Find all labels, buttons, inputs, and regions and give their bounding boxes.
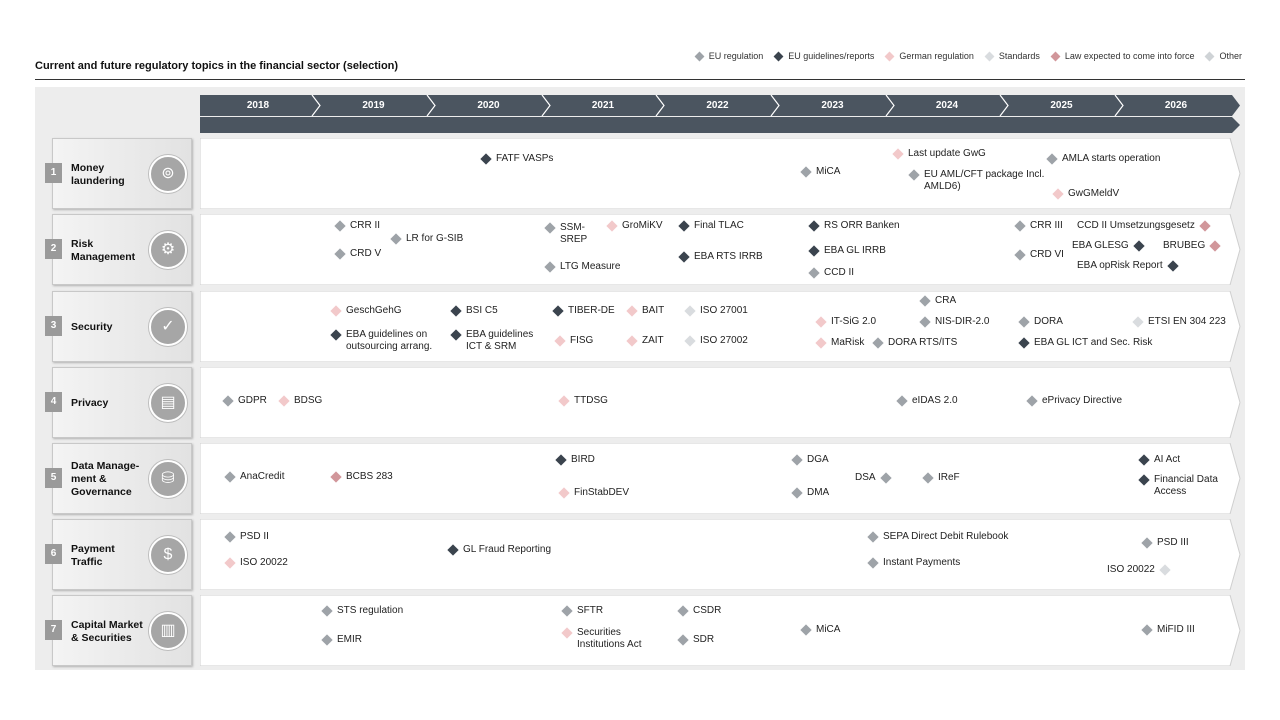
category-label: Privacy — [71, 397, 109, 409]
topic-item — [802, 166, 840, 178]
topic-item — [802, 624, 840, 636]
legend-label: German regulation — [899, 51, 974, 61]
eu-regulation-diamond-icon — [896, 395, 907, 406]
eu-regulation-diamond-icon — [1014, 220, 1025, 231]
topic-item — [452, 329, 548, 353]
topic-label: ISO 20022 — [1107, 564, 1155, 575]
year-2024: 2024 — [935, 100, 959, 111]
german-regulation-diamond-icon — [626, 335, 637, 346]
topic-item — [226, 531, 269, 543]
legend-label: EU guidelines/reports — [788, 51, 875, 61]
topic-label: ETSI EN 304 223 — [1148, 316, 1226, 327]
topic-item — [793, 487, 829, 499]
legend-item-law-expected — [1052, 51, 1195, 61]
topic-label: FinStabDEV — [574, 487, 630, 498]
legend-label: Other — [1219, 51, 1242, 61]
topic-item — [323, 605, 403, 617]
category-number: 1 — [45, 163, 62, 183]
eu-guideline-diamond-icon — [1167, 260, 1178, 271]
topic-item — [1016, 220, 1063, 232]
category-card — [52, 595, 192, 666]
eu-guideline-diamond-icon — [1133, 240, 1144, 251]
topic-label: Financial Data Access — [1154, 474, 1218, 497]
topic-label: ISO 27002 — [700, 335, 748, 346]
category-card — [52, 367, 192, 438]
topic-item — [680, 251, 763, 263]
row-capital-market — [52, 595, 1242, 666]
topic-item — [1107, 564, 1169, 576]
topic-label: CSDR — [693, 605, 722, 616]
standards-diamond-icon — [684, 305, 695, 316]
category-card — [52, 443, 192, 514]
topic-item — [874, 337, 957, 349]
eu-guideline-diamond-icon — [330, 329, 341, 340]
eu-regulation-diamond-icon — [561, 605, 572, 616]
category-number: 6 — [45, 544, 62, 564]
topic-label: GDPR — [238, 395, 267, 406]
eu-regulation-diamond-icon — [791, 487, 802, 498]
eu-guideline-diamond-icon — [1018, 337, 1029, 348]
eu-guideline-diamond-icon — [450, 329, 461, 340]
category-label: Money laundering — [71, 161, 125, 187]
topic-item — [224, 395, 267, 407]
legend-label: Law expected to come into force — [1064, 51, 1195, 61]
topic-label: CRA — [935, 295, 957, 306]
gear-alert-icon: ⚙ — [149, 231, 187, 269]
eu-guideline-diamond-icon — [552, 305, 563, 316]
topic-label: DGA — [807, 454, 829, 465]
category-label: Payment Traffic — [71, 542, 115, 568]
eu-regulation-diamond-icon — [922, 472, 933, 483]
topic-label: EU AML/CFT package Incl. AMLD6) — [924, 169, 1045, 192]
eu-regulation-diamond-icon — [908, 169, 919, 180]
legend-label: Standards — [998, 51, 1040, 61]
eu-regulation-diamond-icon — [321, 605, 332, 616]
topic-label: Final TLAC — [694, 220, 744, 231]
german-regulation-diamond-icon — [561, 627, 572, 638]
topic-item — [793, 454, 829, 466]
legend-label: EU regulation — [708, 51, 764, 61]
topic-item — [924, 472, 960, 484]
category-label: Risk Management — [71, 237, 136, 263]
topic-item — [1072, 240, 1143, 252]
topic-item — [869, 531, 1008, 543]
document-lock-icon: ▤ — [149, 384, 187, 422]
german-regulation-diamond-icon — [815, 316, 826, 327]
topic-item — [817, 316, 876, 328]
topic-label: EBA GLESG — [1072, 240, 1129, 251]
legend-diamond-icon — [774, 51, 784, 61]
topic-label: BIRD — [571, 454, 595, 465]
category-label: Capital Market & Securities — [71, 618, 143, 644]
german-regulation-diamond-icon — [278, 395, 289, 406]
row-privacy — [52, 367, 1242, 438]
eu-regulation-diamond-icon — [222, 395, 233, 406]
topic-item — [608, 220, 663, 232]
topic-label: CCD II — [824, 267, 854, 278]
topic-item — [332, 471, 393, 483]
german-regulation-diamond-icon — [224, 557, 235, 568]
topic-item — [546, 222, 596, 246]
eu-guideline-diamond-icon — [447, 544, 458, 555]
washing-machine-icon: ⊚ — [149, 155, 187, 193]
topic-item — [1077, 220, 1209, 232]
topic-label: CRR II — [350, 220, 380, 231]
topic-item — [1054, 188, 1119, 200]
topic-item — [680, 220, 744, 232]
topic-item — [449, 544, 551, 556]
row-security — [52, 291, 1242, 362]
topic-item — [1163, 240, 1219, 252]
topic-label: AnaCredit — [240, 471, 285, 482]
topic-item — [1134, 316, 1226, 328]
topic-label: SDR — [693, 634, 715, 645]
eu-regulation-diamond-icon — [1046, 153, 1057, 164]
eu-regulation-diamond-icon — [1014, 249, 1025, 260]
topic-label: BSI C5 — [466, 305, 498, 316]
year-2022: 2022 — [706, 100, 729, 111]
year-2021: 2021 — [591, 100, 615, 111]
topic-label: PSD II — [240, 531, 269, 542]
topic-item — [921, 295, 956, 307]
legend-diamond-icon — [885, 51, 895, 61]
topic-label: CRR III — [1030, 220, 1063, 231]
category-label: Data Manage-ment & Governance — [71, 460, 140, 498]
topic-item — [1140, 474, 1222, 498]
chart-growth-icon: ▥ — [149, 612, 187, 650]
law-expected-diamond-icon — [1199, 220, 1210, 231]
eu-regulation-diamond-icon — [224, 531, 235, 542]
topic-label: SSM-SREP — [560, 222, 588, 245]
eu-regulation-diamond-icon — [334, 248, 345, 259]
category-number: 4 — [45, 392, 62, 412]
legend-item-standards — [986, 51, 1040, 61]
topic-label: ZAIT — [642, 335, 664, 346]
topic-label: CCD II Umsetzungsgesetz — [1077, 220, 1195, 231]
topic-item — [810, 245, 886, 257]
eu-regulation-diamond-icon — [867, 557, 878, 568]
topic-label: FATF VASPs — [496, 153, 554, 164]
eu-regulation-diamond-icon — [1018, 316, 1029, 327]
standards-diamond-icon — [1159, 564, 1170, 575]
category-number: 5 — [45, 468, 62, 488]
topic-item — [1048, 153, 1160, 165]
eu-regulation-diamond-icon — [791, 454, 802, 465]
topic-label: RS ORR Banken — [824, 220, 900, 231]
topic-label: AMLA starts operation — [1062, 153, 1161, 164]
eu-regulation-diamond-icon — [880, 472, 891, 483]
topic-label: TTDSG — [574, 395, 608, 406]
topic-item — [563, 605, 603, 617]
category-card — [52, 519, 192, 590]
topic-label: EMIR — [337, 634, 362, 645]
german-regulation-diamond-icon — [626, 305, 637, 316]
topic-item — [560, 487, 629, 499]
topic-item — [628, 335, 664, 347]
topic-label: ePrivacy Directive — [1042, 395, 1123, 406]
topic-label: GwGMeldV — [1068, 188, 1120, 199]
category-number: 2 — [45, 239, 62, 259]
year-2019: 2019 — [362, 100, 385, 111]
eu-regulation-diamond-icon — [224, 471, 235, 482]
shield-check-icon: ✓ — [149, 308, 187, 346]
topic-item — [323, 634, 362, 646]
topic-item — [1143, 537, 1189, 549]
topic-label: ISO 20022 — [240, 557, 288, 568]
category-number: 3 — [45, 316, 62, 336]
year-2025: 2025 — [1050, 100, 1073, 111]
legend-diamond-icon — [1050, 51, 1060, 61]
topic-item — [679, 634, 714, 646]
eu-regulation-diamond-icon — [544, 261, 555, 272]
topic-label: Securities Institutions Act — [577, 627, 642, 650]
topic-label: Instant Payments — [883, 557, 961, 568]
topic-label: STS regulation — [337, 605, 404, 616]
eu-regulation-diamond-icon — [321, 634, 332, 645]
topic-item — [546, 261, 620, 273]
topic-item — [336, 248, 381, 260]
topic-label: IReF — [938, 472, 960, 483]
topic-item — [557, 454, 595, 466]
german-regulation-diamond-icon — [558, 395, 569, 406]
topic-label: PSD III — [1157, 537, 1189, 548]
topic-item — [226, 557, 288, 569]
topic-label: GL Fraud Reporting — [463, 544, 552, 555]
topic-label: DORA RTS/ITS — [888, 337, 958, 348]
eu-regulation-diamond-icon — [800, 624, 811, 635]
topic-item — [921, 316, 989, 328]
topic-label: CRD VI — [1030, 249, 1064, 260]
topic-item — [554, 305, 615, 317]
german-regulation-diamond-icon — [330, 305, 341, 316]
topic-label: LR for G-SIB — [406, 233, 464, 244]
german-regulation-diamond-icon — [1052, 188, 1063, 199]
timeline-lane — [200, 519, 1242, 590]
standards-diamond-icon — [684, 335, 695, 346]
topic-label: TIBER-DE — [568, 305, 615, 316]
year-subheader-bar — [200, 117, 1240, 133]
topic-label: EBA opRisk Report — [1077, 260, 1163, 271]
topic-label: BDSG — [294, 395, 323, 406]
eu-regulation-diamond-icon — [1141, 537, 1152, 548]
topic-item — [392, 233, 463, 245]
year-2023: 2023 — [821, 100, 844, 111]
category-label: Security — [71, 321, 113, 333]
topic-item — [332, 305, 402, 317]
law-expected-diamond-icon — [1210, 240, 1221, 251]
standards-diamond-icon — [1132, 316, 1143, 327]
topic-item — [1016, 249, 1064, 261]
topic-item — [452, 305, 498, 317]
eu-regulation-diamond-icon — [677, 605, 688, 616]
topic-label: BRUBEG — [1163, 240, 1206, 251]
year-2018: 2018 — [246, 100, 270, 111]
topic-item — [686, 305, 748, 317]
topic-label: EBA guidelines on outsourcing arrang. — [346, 329, 433, 352]
eu-regulation-diamond-icon — [867, 531, 878, 542]
topic-item — [226, 471, 284, 483]
topic-label: SFTR — [577, 605, 604, 616]
topic-label: DSA — [855, 472, 876, 483]
topic-item — [563, 627, 663, 651]
topic-item — [1077, 260, 1177, 272]
topic-item — [280, 395, 322, 407]
topic-label: MiCA — [816, 166, 841, 177]
year-2026: 2026 — [1164, 100, 1188, 111]
category-card — [52, 291, 192, 362]
topic-label: eIDAS 2.0 — [912, 395, 958, 406]
topic-item — [910, 169, 1050, 193]
topic-item — [1020, 316, 1063, 328]
money-exchange-icon: $ — [149, 536, 187, 574]
topic-label: BCBS 283 — [346, 471, 393, 482]
german-regulation-diamond-icon — [606, 220, 617, 231]
legend-item-eu-guidelines — [775, 51, 874, 61]
law-expected-diamond-icon — [330, 471, 341, 482]
eu-guideline-diamond-icon — [808, 220, 819, 231]
legend-diamond-icon — [984, 51, 994, 61]
eu-regulation-diamond-icon — [334, 220, 345, 231]
category-card — [52, 138, 192, 209]
german-regulation-diamond-icon — [892, 148, 903, 159]
topic-label: ISO 27001 — [700, 305, 748, 316]
topic-item — [898, 395, 958, 407]
topic-item — [1028, 395, 1122, 407]
topic-label: AI Act — [1154, 454, 1181, 465]
topic-item — [332, 329, 452, 353]
legend-diamond-icon — [694, 51, 704, 61]
eu-regulation-diamond-icon — [919, 316, 930, 327]
topic-label: MaRisk — [831, 337, 865, 348]
topic-label: DMA — [807, 487, 830, 498]
topic-item — [1143, 624, 1195, 636]
category-card — [52, 214, 192, 285]
eu-regulation-diamond-icon — [808, 267, 819, 278]
topic-label: EBA GL IRRB — [824, 245, 886, 256]
eu-regulation-diamond-icon — [919, 295, 930, 306]
topic-item — [855, 472, 890, 484]
german-regulation-diamond-icon — [558, 487, 569, 498]
eu-regulation-diamond-icon — [677, 634, 688, 645]
eu-guideline-diamond-icon — [678, 220, 689, 231]
topic-label: NIS-DIR-2.0 — [935, 316, 990, 327]
topic-label: EBA RTS IRRB — [694, 251, 763, 262]
topic-item — [894, 148, 986, 160]
topic-label: CRD V — [350, 248, 382, 259]
legend-diamond-icon — [1205, 51, 1215, 61]
topic-item — [628, 305, 664, 317]
eu-guideline-diamond-icon — [555, 454, 566, 465]
topic-label: LTG Measure — [560, 261, 621, 272]
topic-label: FISG — [570, 335, 594, 346]
eu-guideline-diamond-icon — [1138, 454, 1149, 465]
eu-regulation-diamond-icon — [800, 166, 811, 177]
topic-label: Last update GwG — [908, 148, 986, 159]
eu-regulation-diamond-icon — [544, 222, 555, 233]
topic-label: EBA guidelines ICT & SRM — [466, 329, 534, 352]
eu-regulation-diamond-icon — [872, 337, 883, 348]
german-regulation-diamond-icon — [815, 337, 826, 348]
legend-item-eu-regulation — [696, 51, 764, 61]
eu-regulation-diamond-icon — [390, 233, 401, 244]
title-divider — [35, 79, 1245, 80]
category-number: 7 — [45, 620, 62, 640]
topic-item — [869, 557, 960, 569]
topic-label: IT-SiG 2.0 — [831, 316, 877, 327]
row-risk-management — [52, 214, 1242, 285]
topic-item — [1020, 337, 1152, 349]
eu-guideline-diamond-icon — [450, 305, 461, 316]
eu-regulation-diamond-icon — [1141, 624, 1152, 635]
row-money-laundering — [52, 138, 1242, 209]
legend — [696, 51, 1242, 61]
topic-item — [556, 335, 593, 347]
topic-label: GeschGehG — [346, 305, 402, 316]
topic-item — [336, 220, 380, 232]
german-regulation-diamond-icon — [554, 335, 565, 346]
eu-guideline-diamond-icon — [480, 153, 491, 164]
page-title: Current and future regulatory topics in the financial sector (selection) — [35, 60, 399, 72]
database-gear-icon: ⛁ — [149, 460, 187, 498]
topic-label: EBA GL ICT and Sec. Risk — [1034, 337, 1153, 348]
topic-item — [817, 337, 864, 349]
topic-item — [482, 153, 553, 165]
topic-item — [810, 220, 900, 232]
topic-item — [686, 335, 748, 347]
eu-guideline-diamond-icon — [1138, 474, 1149, 485]
topic-item — [1140, 454, 1180, 466]
topic-label: SEPA Direct Debit Rulebook — [883, 531, 1009, 542]
topic-item — [560, 395, 608, 407]
year-2020: 2020 — [477, 100, 500, 111]
topic-label: BAIT — [642, 305, 665, 316]
legend-item-german-regulation — [886, 51, 974, 61]
eu-regulation-diamond-icon — [1026, 395, 1037, 406]
topic-label: MiFID III — [1157, 624, 1195, 635]
eu-guideline-diamond-icon — [808, 245, 819, 256]
eu-guideline-diamond-icon — [678, 251, 689, 262]
topic-label: DORA — [1034, 316, 1063, 327]
topic-item — [679, 605, 721, 617]
topic-item — [810, 267, 854, 279]
row-data-management — [52, 443, 1242, 514]
topic-label: MiCA — [816, 624, 841, 635]
topic-label: GroMiKV — [622, 220, 663, 231]
row-payment-traffic — [52, 519, 1242, 590]
legend-item-other — [1206, 51, 1242, 61]
